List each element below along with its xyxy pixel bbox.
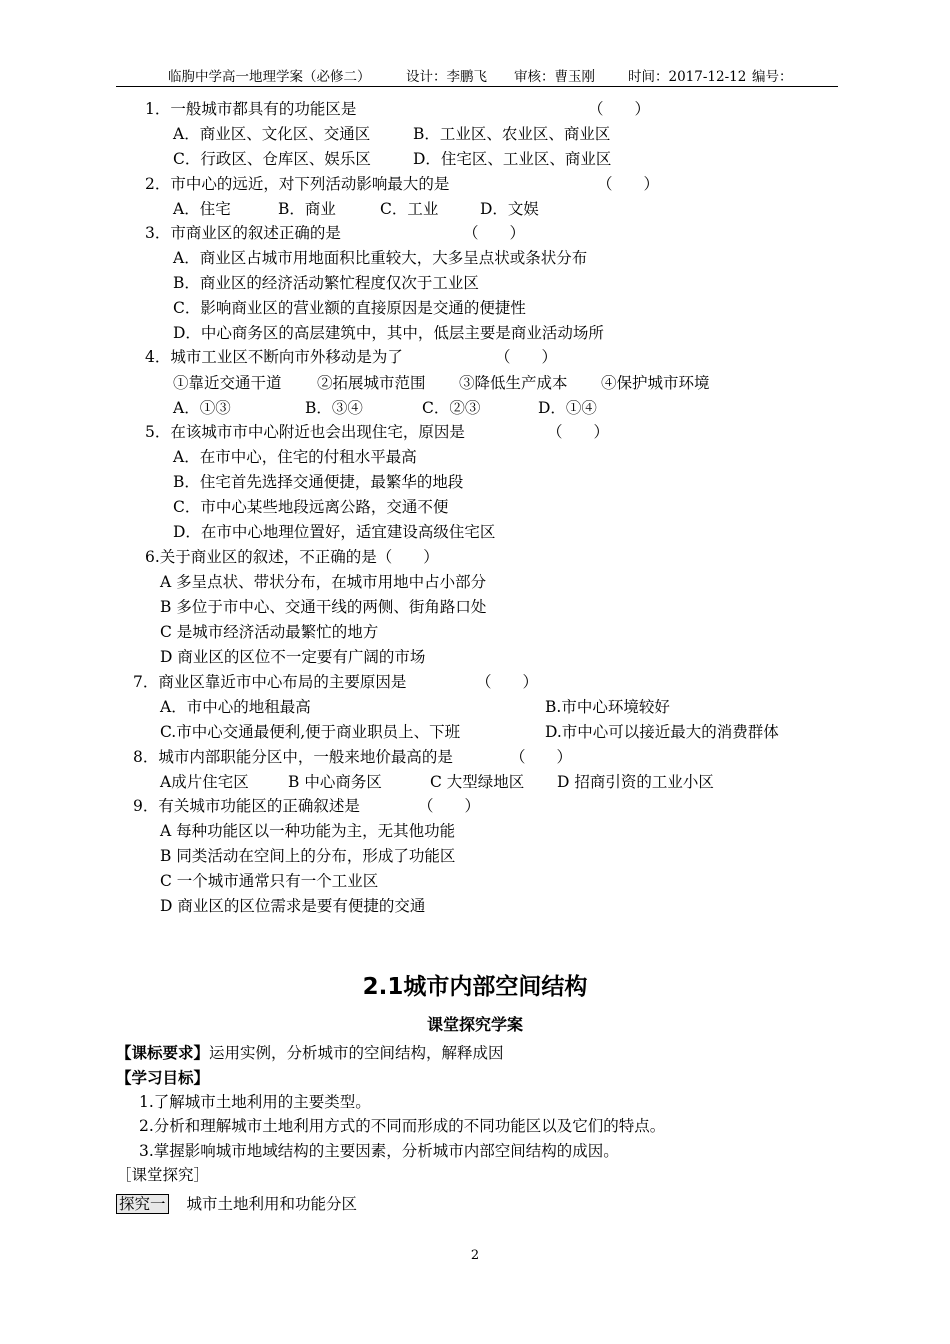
question-2-option-c: C．工业 xyxy=(380,200,439,218)
header-time: 时间：2017-12-12 xyxy=(628,69,747,85)
header-designer: 设计：李鹏飞 xyxy=(406,69,487,85)
question-9-option-c: C 一个城市通常只有一个工业区 xyxy=(160,872,379,890)
explore-1-row xyxy=(116,1194,357,1214)
question-8-answer-paren: （ ） xyxy=(510,748,573,766)
question-2-stem: 2．市中心的远近，对下列活动影响最大的是 xyxy=(145,175,450,193)
question-5-option-c: C．市中心某些地段远离公路，交通不便 xyxy=(173,498,449,516)
question-1-option-b: B．工业区、农业区、商业区 xyxy=(413,125,611,143)
explore-label: ［课堂探究］ xyxy=(116,1166,210,1184)
page-number: 2 xyxy=(470,1248,480,1263)
question-5-option-b: B．住宅首先选择交通便捷，最繁华的地段 xyxy=(173,473,464,491)
question-4-item-1: ①靠近交通干道 xyxy=(173,374,282,392)
question-8-stem: 8．城市内部职能分区中，一般来地价最高的是 xyxy=(133,748,453,766)
question-7-option-a: A．市中心的地租最高 xyxy=(160,698,311,716)
question-4-option-b: B．③④ xyxy=(305,399,363,417)
question-8-option-a: A成片住宅区 xyxy=(160,773,249,791)
question-4-option-a: A．①③ xyxy=(173,399,231,417)
question-4-option-c: C．②③ xyxy=(422,399,481,417)
question-7-option-d: D.市中心可以接近最大的消费群体 xyxy=(545,723,779,741)
question-4-item-2: ②拓展城市范围 xyxy=(317,374,426,392)
goal-3: 3.掌握影响城市地域结构的主要因素，分析城市内部空间结构的成因。 xyxy=(139,1142,619,1160)
question-5-stem: 5．在该城市市中心附近也会出现住宅，原因是 xyxy=(145,423,465,441)
question-9-answer-paren: （ ） xyxy=(418,797,481,815)
question-8-option-d: D 招商引资的工业小区 xyxy=(557,773,714,791)
question-8-option-c: C 大型绿地区 xyxy=(430,773,525,791)
goals-label: 【学习目标】 xyxy=(116,1069,210,1087)
question-6-option-d: D 商业区的区位不一定要有广阔的市场 xyxy=(160,648,426,666)
question-1-option-d: D．住宅区、工业区、商业区 xyxy=(413,150,612,168)
question-7-answer-paren: （ ） xyxy=(476,673,539,691)
question-6-stem: 6.关于商业区的叙述，不正确的是（ ） xyxy=(145,548,439,566)
explore-1-text: 城市土地利用和功能分区 xyxy=(186,1195,358,1213)
question-5-answer-paren: （ ） xyxy=(547,423,610,441)
question-1-option-a: A．商业区、文化区、交通区 xyxy=(173,125,371,143)
question-5-option-a: A．在市中心，住宅的付租水平最高 xyxy=(173,448,417,466)
header-school: 临朐中学高一地理学案（必修二） xyxy=(168,69,371,85)
question-9-option-a: A 每种功能区以一种功能为主，无其他功能 xyxy=(160,822,456,840)
question-9-stem: 9．有关城市功能区的正确叙述是 xyxy=(133,797,360,815)
question-3-option-d: D．中心商务区的高层建筑中，其中，低层主要是商业活动场所 xyxy=(173,324,604,342)
question-7-option-b: B.市中心环境较好 xyxy=(545,698,670,716)
standard-text: 运用实例，分析城市的空间结构，解释成因 xyxy=(209,1044,504,1062)
section-subtitle: 课堂探究学案 xyxy=(426,1015,523,1034)
question-1-answer-paren: （ ） xyxy=(588,100,651,118)
question-2-answer-paren: （ ） xyxy=(597,175,660,193)
question-8-option-b: B 中心商务区 xyxy=(288,773,382,791)
question-5-option-d: D．在市中心地理位置好，适宜建设高级住宅区 xyxy=(173,523,496,541)
header-reviewer: 审核：曹玉刚 xyxy=(514,69,595,85)
question-9-option-b: B 同类活动在空间上的分布，形成了功能区 xyxy=(160,847,456,865)
question-3-option-c: C．影响商业区的营业额的直接原因是交通的便捷性 xyxy=(173,299,526,317)
explore-1-tag: 探究一 xyxy=(116,1194,169,1214)
question-3-answer-paren: （ ） xyxy=(463,224,526,242)
question-3-option-b: B．商业区的经济活动繁忙程度仅次于工业区 xyxy=(173,274,479,292)
question-6-option-a: A 多呈点状、带状分布，在城市用地中占小部分 xyxy=(160,573,487,591)
question-6-option-c: C 是城市经济活动最繁忙的地方 xyxy=(160,623,379,641)
question-2-option-d: D．文娱 xyxy=(480,200,539,218)
question-9-option-d: D 商业区的区位需求是要有便捷的交通 xyxy=(160,897,426,915)
header-number: 编号： xyxy=(752,69,793,85)
question-4-answer-paren: （ ） xyxy=(495,348,558,366)
question-4-option-d: D．①④ xyxy=(538,399,597,417)
question-4-stem: 4．城市工业区不断向市外移动是为了 xyxy=(145,348,403,366)
question-2-option-b: B．商业 xyxy=(278,200,336,218)
question-7-stem: 7．商业区靠近市中心布局的主要原因是 xyxy=(133,673,407,691)
question-2-option-a: A．住宅 xyxy=(173,200,231,218)
question-3-stem: 3．市商业区的叙述正确的是 xyxy=(145,224,341,242)
goal-2: 2.分析和理解城市土地利用方式的不同而形成的不同功能区以及它们的特点。 xyxy=(139,1117,666,1135)
question-1-stem: 1．一般城市都具有的功能区是 xyxy=(145,100,357,118)
question-6-option-b: B 多位于市中心、交通干线的两侧、街角路口处 xyxy=(160,598,487,616)
question-7-option-c: C.市中心交通最便利,便于商业职员上、下班 xyxy=(160,723,461,741)
question-1-option-c: C．行政区、仓库区、娱乐区 xyxy=(173,150,371,168)
question-4-item-3: ③降低生产成本 xyxy=(459,374,568,392)
section-title: 2.1城市内部空间结构 xyxy=(362,974,588,1000)
standard-label: 【课标要求】 xyxy=(116,1044,210,1062)
page-header xyxy=(116,60,838,87)
standard-row xyxy=(116,1043,504,1063)
goal-1: 1.了解城市土地利用的主要类型。 xyxy=(139,1093,371,1111)
question-3-option-a: A．商业区占城市用地面积比重较大，大多呈点状或条状分布 xyxy=(173,249,588,267)
question-4-item-4: ④保护城市环境 xyxy=(601,374,710,392)
